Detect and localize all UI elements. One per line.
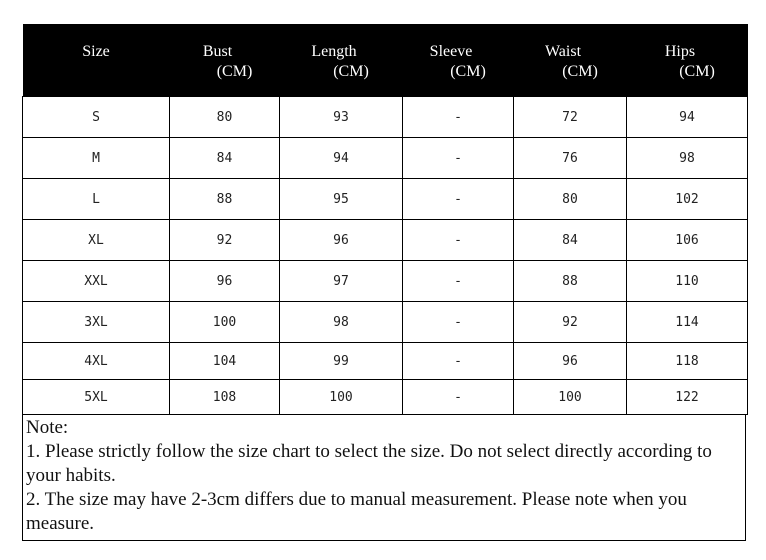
table-cell: 76 [514, 138, 627, 179]
table-cell: - [403, 380, 514, 415]
table-cell: - [403, 97, 514, 138]
table-cell: 100 [170, 302, 280, 343]
table-cell: - [403, 302, 514, 343]
note-line-2: 2. The size may have 2-3cm differs due to manual measurement. Please note when you measure. [26, 489, 687, 534]
table-cell: 4XL [23, 343, 170, 380]
table-cell: S [23, 97, 170, 138]
table-cell: 102 [627, 179, 748, 220]
column-header [514, 24, 627, 97]
table-cell: 5XL [23, 380, 170, 415]
column-header [170, 24, 280, 97]
table-cell: 96 [170, 261, 280, 302]
header-label: Bust [202, 43, 233, 60]
header-unit: (CM) [679, 63, 715, 80]
note-line-1: 1. Please strictly follow the size chart to select the size. Do not select directly according to your habits. [26, 441, 712, 486]
table-cell: 3XL [23, 302, 170, 343]
table-cell: 80 [514, 179, 627, 220]
table-cell: 96 [514, 343, 627, 380]
column-header [280, 24, 403, 97]
table-cell: 108 [170, 380, 280, 415]
header-label: Sleeve [429, 43, 473, 60]
table-cell: 84 [170, 138, 280, 179]
table-cell: 98 [627, 138, 748, 179]
table-cell: 100 [280, 380, 403, 415]
table-cell: 97 [280, 261, 403, 302]
column-header [627, 24, 748, 97]
table-cell: XXL [23, 261, 170, 302]
table-row [23, 261, 748, 302]
table-cell: 104 [170, 343, 280, 380]
table-cell: 92 [514, 302, 627, 343]
column-header [403, 24, 514, 97]
table-cell: 72 [514, 97, 627, 138]
table-row [23, 380, 748, 415]
header-label: Hips [664, 43, 696, 60]
header-label: Waist [544, 43, 582, 60]
table-cell: 88 [514, 261, 627, 302]
table-cell: 80 [170, 97, 280, 138]
column-header [23, 24, 170, 97]
table-cell: - [403, 179, 514, 220]
table-cell: M [23, 138, 170, 179]
header-unit: (CM) [562, 63, 598, 80]
note-box [22, 414, 746, 541]
size-chart-table [22, 24, 748, 415]
table-cell: - [403, 261, 514, 302]
table-cell: 118 [627, 343, 748, 380]
table-cell: 106 [627, 220, 748, 261]
table-cell: 98 [280, 302, 403, 343]
header-unit: (CM) [216, 63, 253, 80]
table-cell: 94 [280, 138, 403, 179]
header-label: Size [82, 43, 110, 60]
table-cell: 99 [280, 343, 403, 380]
table-row [23, 343, 748, 380]
header-unit: (CM) [333, 63, 369, 80]
header-row [23, 24, 748, 97]
table-cell: 122 [627, 380, 748, 415]
table-cell: 114 [627, 302, 748, 343]
table-cell: 92 [170, 220, 280, 261]
table-cell: 110 [627, 261, 748, 302]
table-cell: 84 [514, 220, 627, 261]
header-label: Length [311, 43, 357, 60]
table-cell: XL [23, 220, 170, 261]
note-title: Note: [26, 417, 69, 438]
table-cell: 94 [627, 97, 748, 138]
table-row [23, 220, 748, 261]
table-cell: L [23, 179, 170, 220]
header-unit: (CM) [450, 63, 486, 80]
table-row [23, 97, 748, 138]
table-cell: - [403, 220, 514, 261]
table-row [23, 302, 748, 343]
table-cell: 95 [280, 179, 403, 220]
table-cell: - [403, 138, 514, 179]
table-cell: 93 [280, 97, 403, 138]
table-row [23, 179, 748, 220]
table-cell: - [403, 343, 514, 380]
table-row [23, 138, 748, 179]
table-cell: 100 [514, 380, 627, 415]
table-cell: 96 [280, 220, 403, 261]
table-cell: 88 [170, 179, 280, 220]
